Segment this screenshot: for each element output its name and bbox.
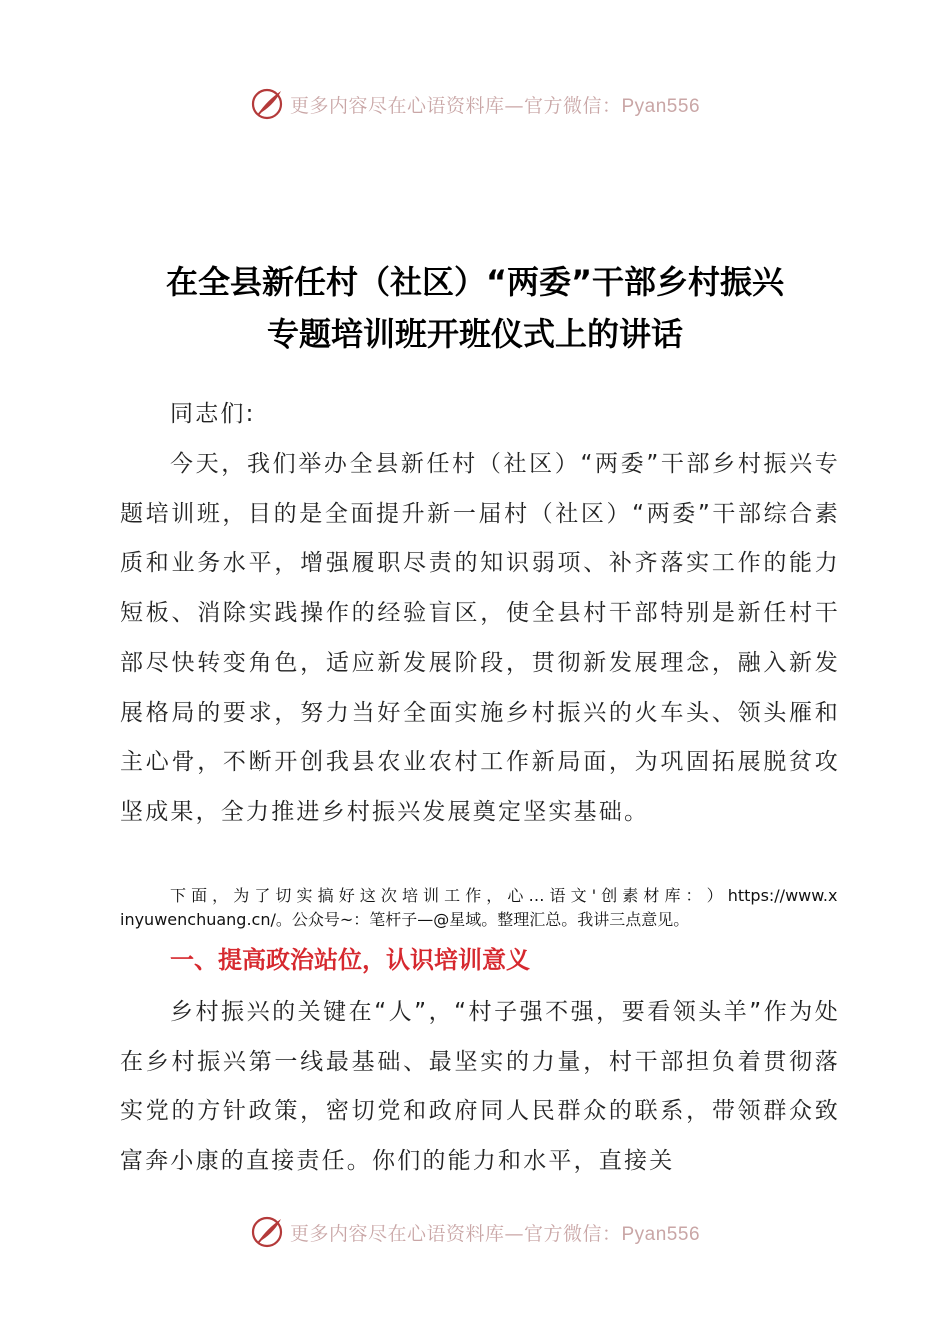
watermark-label: 更多内容尽在心语资料库—官方微信： (289, 94, 622, 117)
wechat-id: Pyan556 (621, 1223, 701, 1245)
wechat-id: Pyan556 (621, 95, 701, 117)
title-line-1: 在全县新任村（社区）“两委”干部乡村振兴 (165, 263, 785, 301)
title-line-2: 专题培训班开班仪式上的讲话 (266, 315, 683, 353)
quill-logo-icon (250, 86, 286, 122)
salutation: 同志们: (170, 401, 256, 427)
section-1-paragraph: 乡村振兴的关键在“人”，“村子强不强，要看领头羊”作为处在乡村振兴第一线最基础、最坚实的力量，村干部担负着贯彻落实党的方针政策，密切党和政府同人民群众的联系，带领群众致富奔小康的直接责任。你们的能力和水平，直接关 (120, 999, 840, 1175)
footer-watermark (0, 1212, 950, 1252)
section-heading-1: 一、提高政治站位，认识培训意义 (170, 946, 530, 974)
inserted-note: 下 面 ， 为 了 切 实 搞 好 这 次 培 训 工 作 ， 心 … 语 文 ' 创 素 材 库 ： ） https://www.xinyuwenchuang.cn/。公众号~：笔杆子—@星域。整理汇总。我讲三点意见。 (120, 886, 838, 929)
watermark-text (290, 91, 700, 118)
opening-paragraph: 今天，我们举办全县新任村（社区）“两委”干部乡村振兴专题培训班，目的是全面提升新一届村（社区）“两委”干部综合素质和业务水平，增强履职尽责的知识弱项、补齐落实工作的能力短板、消除实践操作的经验盲区，使全县村干部特别是新任村干部尽快转变角色，适应新发展阶段，贯彻新发展理念，融入新发展格局的要求，努力当好全面实施乡村振兴的火车头、领头雁和主心骨，不断开创我县农业农村工作新局面，为巩固拓展脱贫攻坚成果，全力推进乡村振兴发展奠定坚实基础。 (120, 451, 840, 825)
quill-logo-icon (250, 1214, 286, 1250)
document-title (60, 256, 890, 360)
header-watermark (0, 84, 950, 124)
watermark-text (290, 1219, 700, 1246)
watermark-label: 更多内容尽在心语资料库—官方微信： (289, 1222, 622, 1245)
